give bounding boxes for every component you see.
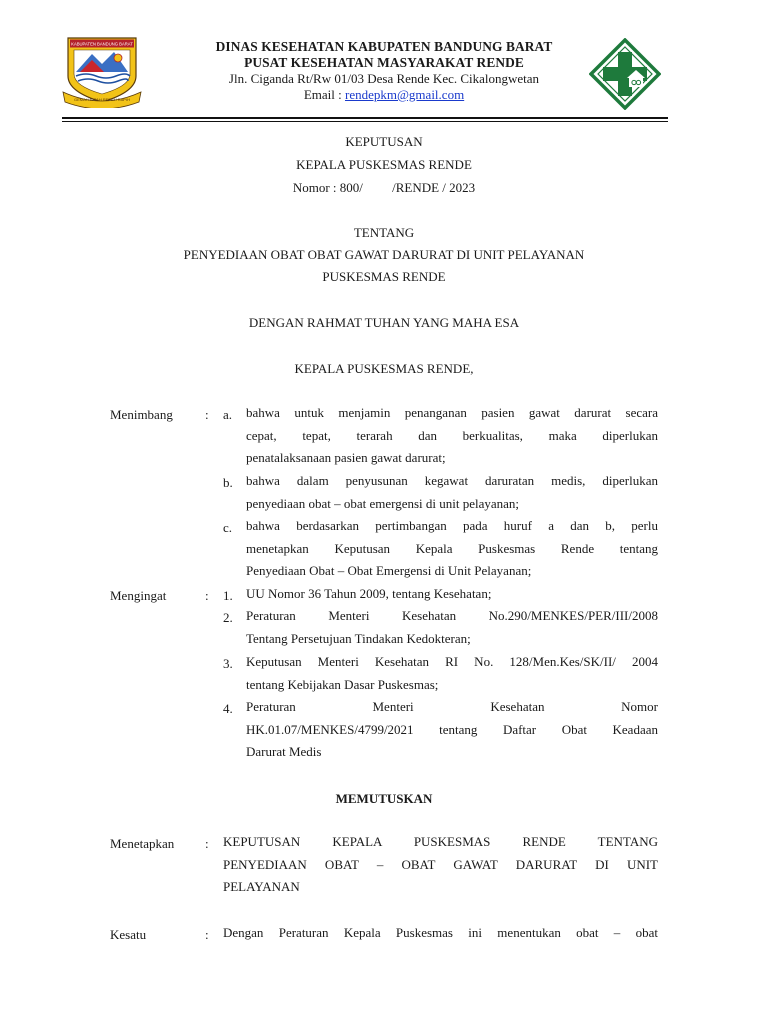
menimbang-item-c	[246, 515, 658, 583]
decision-heading: KEPUTUSAN	[345, 134, 423, 149]
text-line: penatalaksanaan pasien gawat darurat;	[246, 450, 446, 465]
decision-issuer: KEPALA PUSKESMAS RENDE	[296, 157, 472, 172]
text-line: bahwa berdasarkan pertimbangan pada huruf a dan b, perlu	[246, 518, 658, 533]
text-line: Tentang Persetujuan Tindakan Kedokteran;	[246, 630, 471, 646]
menimbang-marker-c: c.	[223, 520, 233, 535]
text-line: bahwa untuk menjamin penanganan pasien gawat darurat secara	[246, 405, 658, 420]
text-line: Penyediaan Obat – Obat Emergensi di Unit Pelayanan;	[246, 563, 532, 578]
text-line: PENYEDIAAN OBAT – OBAT GAWAT DARURAT DI UNIT	[223, 856, 658, 872]
text-line: Darurat Medis	[246, 744, 322, 759]
mengingat-item-3	[246, 651, 658, 696]
mengingat-item-1	[246, 583, 658, 606]
text-line: cepat, tepat, terarah dan berkualitas, maka diperlukan	[246, 427, 658, 443]
subject-line1: PENYEDIAAN OBAT OBAT GAWAT DARURAT DI UNIT PELAYANAN	[183, 247, 585, 262]
text-line: Dengan Peraturan Kepala Puskesmas ini menentukan obat – obat	[223, 925, 658, 940]
email-label: Email :	[303, 87, 345, 102]
mengingat-item-4	[246, 696, 658, 764]
text-line: tentang Kebijakan Dasar Puskesmas;	[246, 676, 439, 692]
svg-text:KABUPATEN BANDUNG BARAT: KABUPATEN BANDUNG BARAT	[71, 41, 133, 47]
text-line: Keputusan Menteri Kesehatan RI No. 128/Men.Kes/SK/II/ 2004	[246, 654, 658, 669]
menimbang-item-b	[246, 470, 658, 515]
org-name-line1: DINAS KESEHATAN KABUPATEN BANDUNG BARAT	[215, 39, 553, 54]
puskesmas-logo	[589, 38, 661, 110]
mengingat-marker-3: 3.	[223, 656, 233, 671]
menimbang-marker-a: a.	[223, 407, 233, 422]
rahmat-line: DENGAN RAHMAT TUHAN YANG MAHA ESA	[248, 315, 520, 330]
decision-number: Nomor : 800/ /RENDE / 2023	[292, 180, 476, 195]
mengingat-marker-2: 2.	[223, 610, 233, 625]
letterhead-rule-thin	[62, 121, 668, 122]
text-line: KEPUTUSAN KEPALA PUSKESMAS RENDE TENTANG	[223, 834, 658, 849]
email-line	[170, 87, 598, 103]
subject-line2: PUSKESMAS RENDE	[322, 269, 446, 284]
mengingat-marker-1: 1.	[223, 588, 233, 603]
email-link[interactable]: rendepkm@gmail.com	[344, 87, 465, 102]
kesatu-text	[223, 922, 658, 945]
mengingat-marker-4: 4.	[223, 701, 233, 716]
text-line: PELAYANAN	[223, 879, 300, 894]
menetapkan-text	[223, 831, 658, 899]
kesatu-colon: :	[205, 927, 209, 942]
kesatu-label: Kesatu	[110, 927, 147, 942]
menetapkan-label: Menetapkan	[110, 836, 175, 851]
text-line: menetapkan Keputusan Kepala Puskesmas Rende tentang	[246, 540, 658, 556]
kabupaten-bandung-barat-logo	[62, 36, 142, 108]
org-name-line2: PUSAT KESEHATAN MASYARAKAT RENDE	[244, 55, 524, 70]
menimbang-label: Menimbang	[110, 407, 173, 422]
menimbang-marker-b: b.	[223, 475, 233, 490]
address: Jln. Ciganda Rt/Rw 01/03 Desa Rende Kec. Cikalongwetan	[228, 71, 540, 86]
letterhead	[170, 39, 598, 103]
menimbang-item-a	[246, 402, 658, 470]
memutuskan-heading: MEMUTUSKAN	[335, 791, 433, 806]
text-line: Peraturan Menteri Kesehatan Nomor	[246, 699, 658, 714]
menetapkan-colon: :	[205, 836, 209, 851]
mengingat-colon: :	[205, 588, 209, 603]
letterhead-rule-thick	[62, 117, 668, 119]
text-line: UU Nomor 36 Tahun 2009, tentang Kesehatan;	[246, 586, 492, 601]
text-line: HK.01.07/MENKES/4799/2021 tentang Daftar Obat Keadaan	[246, 721, 658, 737]
mengingat-item-2	[246, 605, 658, 650]
text-line: Peraturan Menteri Kesehatan No.290/MENKES/PER/III/2008	[246, 608, 658, 623]
text-line: penyediaan obat – obat emergensi di unit pelayanan;	[246, 495, 520, 511]
svg-text:GEMAH RIPAH REPEH RAPIH: GEMAH RIPAH REPEH RAPIH	[74, 97, 130, 102]
kepala-heading: KEPALA PUSKESMAS RENDE,	[294, 361, 474, 376]
mengingat-label: Mengingat	[110, 588, 167, 603]
tentang-heading: TENTANG	[353, 225, 415, 240]
text-line: bahwa dalam penyusunan kegawat daruratan medis, diperlukan	[246, 473, 658, 488]
menimbang-colon: :	[205, 407, 209, 422]
